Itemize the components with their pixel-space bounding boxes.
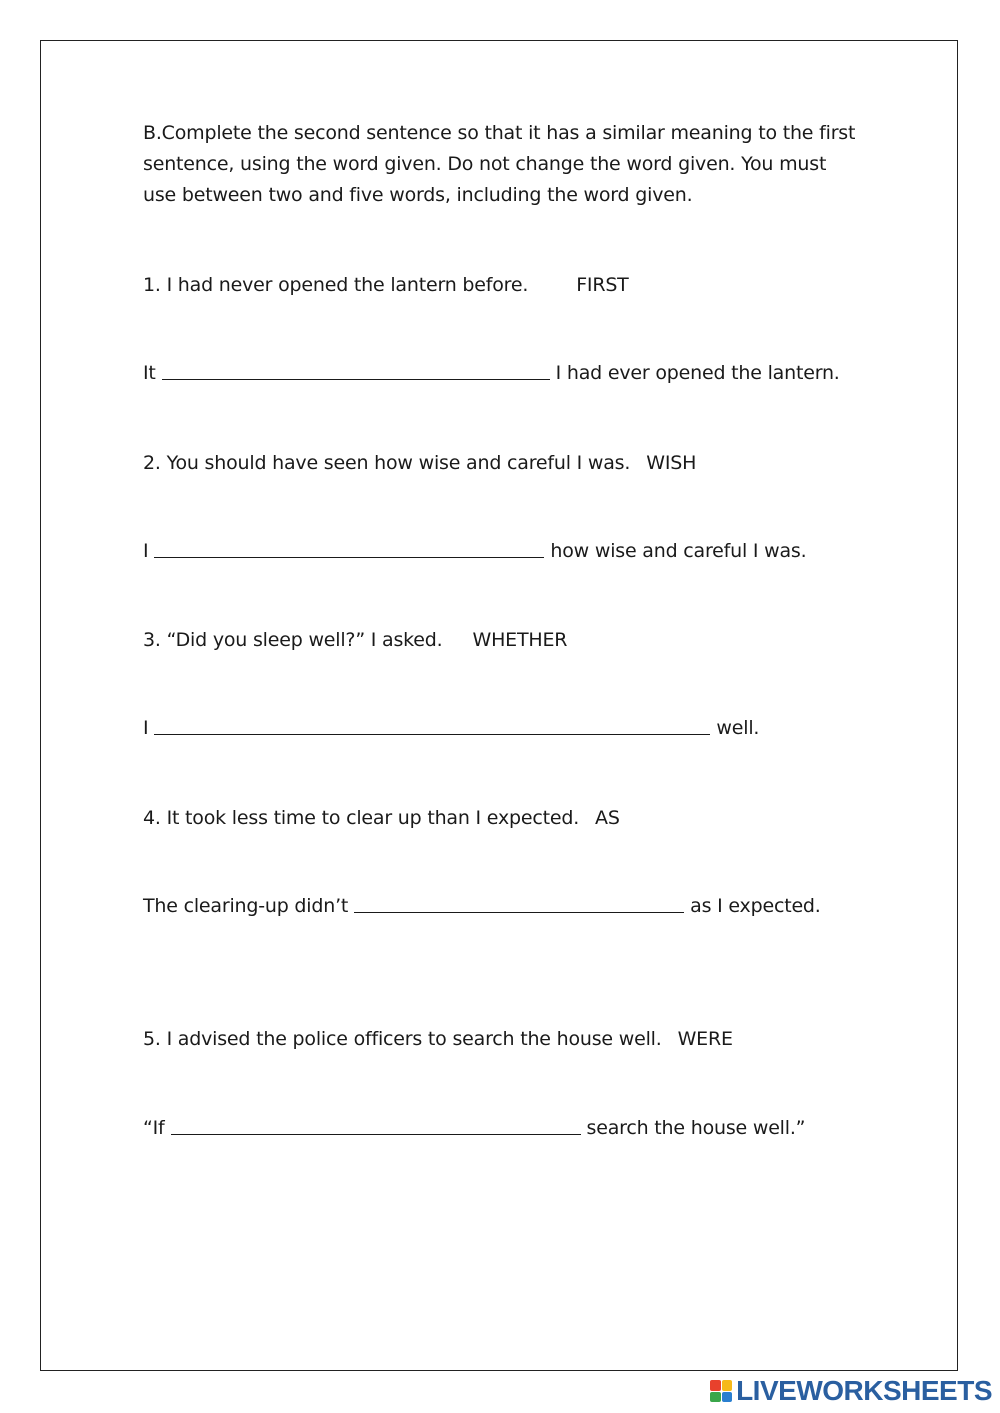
question-3-answer-input[interactable] xyxy=(154,720,710,739)
question-1-prompt: 1. I had never opened the lantern before. xyxy=(143,274,529,296)
worksheet-border xyxy=(40,40,958,1371)
question-4-answer-line xyxy=(143,893,821,919)
question-2-answer-before: I xyxy=(143,540,149,562)
badge-square-3 xyxy=(710,1392,721,1403)
question-2-answer-line xyxy=(143,538,806,564)
liveworksheets-logo[interactable] xyxy=(710,1375,992,1407)
question-1-answer-input[interactable] xyxy=(162,365,550,384)
question-2-answer-blank[interactable] xyxy=(154,538,544,558)
question-4-prompt-line xyxy=(143,805,620,831)
badge-square-4 xyxy=(722,1392,733,1403)
question-2-keyword: WISH xyxy=(646,452,697,474)
question-3-answer-after: well. xyxy=(716,717,760,739)
question-5-answer-input[interactable] xyxy=(171,1120,581,1139)
question-4-answer-input[interactable] xyxy=(354,898,684,917)
question-4-answer-blank[interactable] xyxy=(354,893,684,913)
question-4-answer-after: as I expected. xyxy=(690,895,821,917)
question-3-answer-before: I xyxy=(143,717,149,739)
question-2-answer-after: how wise and careful I was. xyxy=(550,540,807,562)
question-4-keyword: AS xyxy=(595,807,620,829)
liveworksheets-brand-text: LIVEWORKSHEETS xyxy=(736,1375,992,1406)
question-1-prompt-line xyxy=(143,272,629,298)
liveworksheets-badge-icon xyxy=(710,1380,732,1402)
question-5-answer-before: “If xyxy=(143,1117,165,1139)
question-5-answer-line xyxy=(143,1115,805,1141)
question-2-prompt: 2. You should have seen how wise and careful I was. xyxy=(143,452,631,474)
question-5-prompt-line xyxy=(143,1026,733,1052)
question-1-answer-line xyxy=(143,360,840,386)
badge-square-1 xyxy=(710,1380,721,1391)
instructions-text: B.Complete the second sentence so that it has a similar meaning to the first sentence, using the word given. Do not change the word given. You must use between two and five words, including the word given. xyxy=(143,122,856,206)
question-3-answer-line xyxy=(143,715,759,741)
question-5-answer-blank[interactable] xyxy=(171,1115,581,1135)
question-3-keyword: WHETHER xyxy=(472,629,568,651)
question-3-prompt: 3. “Did you sleep well?” I asked. xyxy=(143,629,443,651)
question-3-answer-blank[interactable] xyxy=(154,715,710,735)
question-1-answer-after: I had ever opened the lantern. xyxy=(555,362,840,384)
badge-square-2 xyxy=(722,1380,733,1391)
question-4-prompt: 4. It took less time to clear up than I expected. xyxy=(143,807,580,829)
question-2-answer-input[interactable] xyxy=(154,543,544,562)
question-5-answer-after: search the house well.” xyxy=(586,1117,806,1139)
question-5-prompt: 5. I advised the police officers to search the house well. xyxy=(143,1028,662,1050)
question-1-keyword: FIRST xyxy=(576,274,629,296)
question-5-keyword: WERE xyxy=(677,1028,733,1050)
question-1-answer-before: It xyxy=(143,362,156,384)
question-2-prompt-line xyxy=(143,450,696,476)
question-4-answer-before: The clearing-up didn’t xyxy=(143,895,349,917)
question-1-answer-blank[interactable] xyxy=(162,360,550,380)
question-3-prompt-line xyxy=(143,627,567,653)
